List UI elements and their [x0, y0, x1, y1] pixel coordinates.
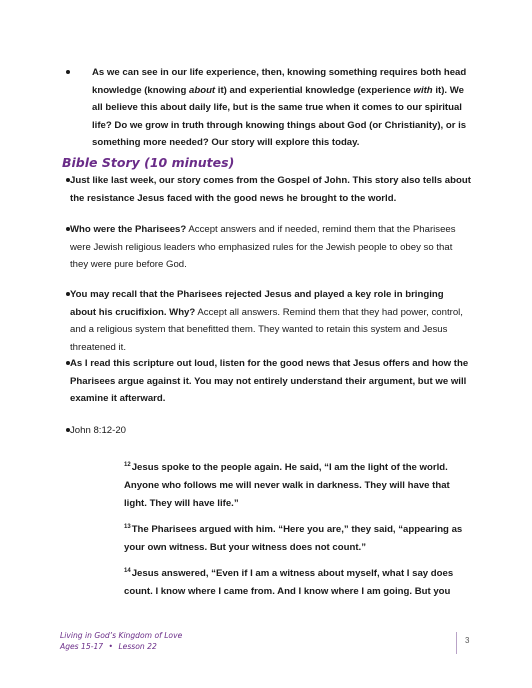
intro-text-part2: it) and experiential knowledge (experience: [215, 84, 414, 96]
bullet-gospel: [70, 172, 472, 207]
intro-text-part3: it). We all believe this about daily life, but is the same true when it comes to our spiritual life? Do we grow in truth through knowing things about God (or Christianity), or is something more needed? Our story will explore this today.: [92, 84, 467, 148]
section-heading: Bible Story (10 minutes): [62, 155, 235, 170]
bullet-marker: [66, 70, 70, 74]
verse-14: [124, 562, 464, 601]
scripture-reference: John 8:12-20: [70, 425, 127, 436]
footer: [60, 630, 182, 652]
footer-title: Living in God’s Kingdom of Love: [60, 631, 183, 640]
footer-ages: Ages 15-17: [60, 642, 104, 651]
footer-lesson-line: [60, 641, 182, 652]
bullet-read-aloud-text: As I read this scripture out loud, listen for the good news that Jesus offers and how the Pharisees argue against it. You may not entirely understand their argument, but we will examine it afterward.: [70, 358, 469, 404]
rejected-bold-text: You may recall that the Pharisees rejected Jesus and played a key role in bringing about his crucifixion. Why?: [70, 289, 444, 318]
bullet-marker: [66, 361, 70, 365]
bullet-gospel-text: Just like last week, our story comes from the Gospel of John. This story also tells about the resistance Jesus faced with the good news he brought to the world.: [70, 175, 471, 204]
bullet-intro-text: [92, 64, 472, 152]
verse-number: 14: [124, 568, 131, 574]
bullet-marker: [66, 292, 70, 296]
intro-text-with: with: [413, 84, 433, 96]
verse-number: 12: [124, 462, 131, 468]
scripture-verse-12: [124, 456, 464, 513]
bullet-read-aloud: [70, 355, 472, 408]
bullet-intro: [70, 64, 472, 152]
intro-text-about: about: [189, 84, 216, 96]
rejected-rest-text: Accept all answers. Remind them that they had power, control, and a religious system that benefitted them. They wanted to retain this system and Jesus threatened it.: [70, 306, 463, 353]
verse-text: The Pharisees argued with him. “Here you are,” they said, “appearing as your own witness. But your witness does not count.”: [124, 524, 463, 553]
bullet-marker: [66, 178, 70, 182]
scripture-verse-14: [124, 562, 464, 601]
bullet-rejected: [70, 286, 472, 356]
footer-separator: •: [108, 642, 114, 651]
verse-12: [124, 456, 464, 513]
intro-text-part1: As we can see in our life experience, then, knowing something requires both head knowledge (knowing: [92, 67, 467, 96]
bullet-pharisees-text: [70, 221, 472, 274]
bullet-pharisees: [70, 221, 472, 274]
bullet-marker: [66, 428, 70, 432]
verse-number: 13: [124, 524, 131, 530]
verse-text: Jesus answered, “Even if I am a witness about myself, what I say does count. I know where I came from. And I know where I am going. But you: [124, 568, 454, 597]
page-number: 3: [465, 636, 470, 645]
pharisees-answer: Accept answers and if needed, remind them that the Pharisees were Jewish religious leaders who emphasized rules for the Jewish people to obey so that they were pure before God.: [70, 224, 456, 270]
footer-divider: [456, 632, 457, 654]
bullet-rejected-text: [70, 286, 472, 356]
scripture-verse-13: [124, 518, 464, 557]
bullet-reference: [70, 422, 472, 440]
verse-text: Jesus spoke to the people again. He said, “I am the light of the world. Anyone who follows me will never walk in darkness. They will have that light. They will have life.”: [124, 462, 450, 509]
footer-lesson: Lesson 22: [118, 642, 157, 651]
verse-13: [124, 518, 464, 557]
bullet-marker: [66, 227, 70, 231]
pharisees-question: Who were the Pharisees?: [70, 224, 187, 235]
